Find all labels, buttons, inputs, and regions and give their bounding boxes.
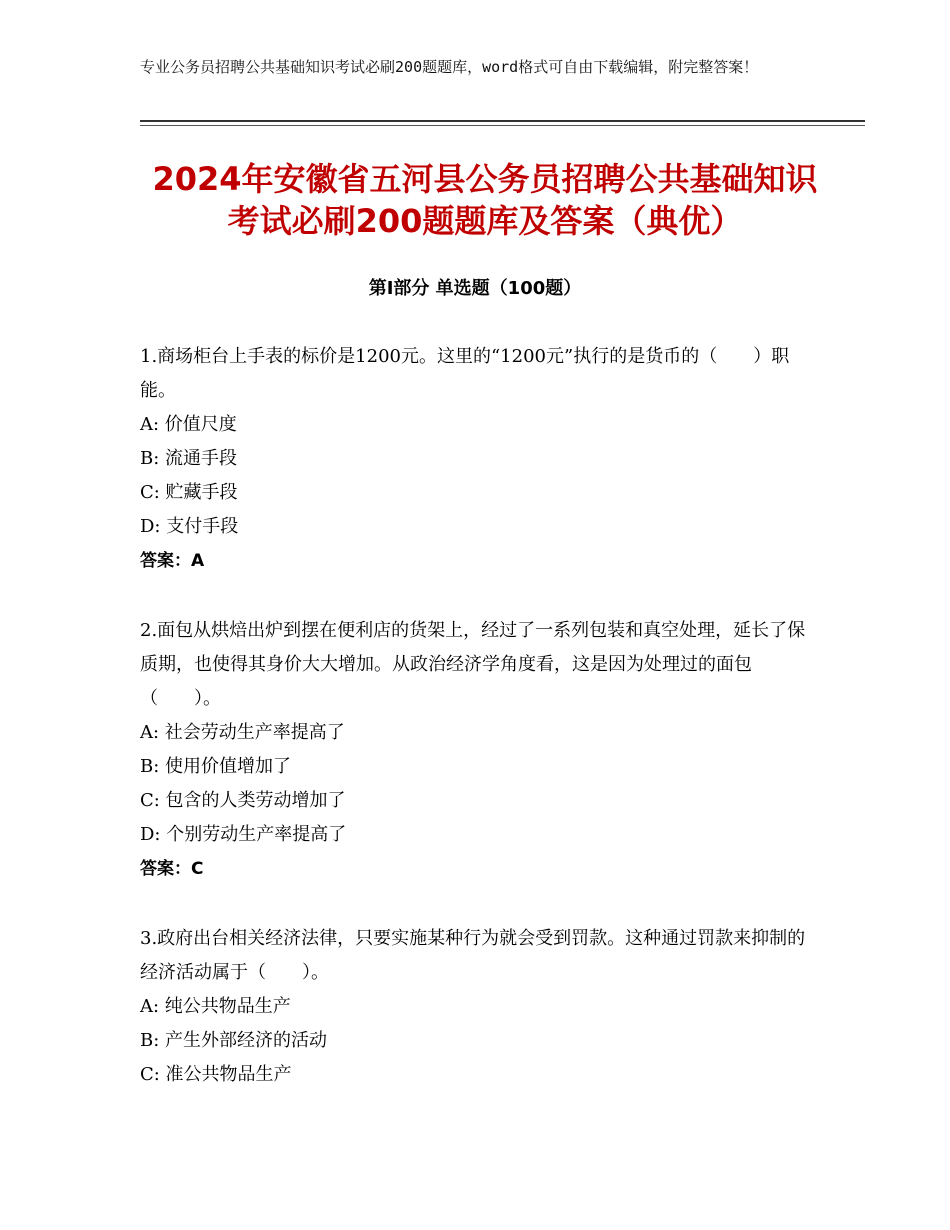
option-a: A: 社会劳动生产率提高了 xyxy=(140,722,345,743)
question-2 xyxy=(140,614,820,886)
section-heading: 第Ⅰ部分 单选题（100题） xyxy=(368,278,582,299)
option-a: A: 纯公共物品生产 xyxy=(140,996,291,1017)
option-c: C: 贮藏手段 xyxy=(140,482,238,503)
option-b: B: 使用价值增加了 xyxy=(140,756,292,777)
document-title: 2024年安徽省五河县公务员招聘公共基础知识考试必刷200题题库及答案（典优） xyxy=(152,160,818,240)
answer-line: 答案：C xyxy=(140,859,204,879)
option-c: C: 包含的人类劳动增加了 xyxy=(140,790,346,811)
question-stem: 2.面包从烘焙出炉到摆在便利店的货架上，经过了一系列包装和真空处理，延长了保质期，也使得其身价大大增加。从政治经济学角度看，这是因为处理过的面包（ ）。 xyxy=(140,620,806,709)
question-3 xyxy=(140,922,820,1092)
option-b: B: 产生外部经济的活动 xyxy=(140,1030,328,1051)
option-d: D: 支付手段 xyxy=(140,516,239,537)
question-stem: 1.商场柜台上手表的标价是1200元。这里的“1200元”执行的是货币的（ ）职能。 xyxy=(140,346,790,401)
option-c: C: 准公共物品生产 xyxy=(140,1064,292,1085)
option-d: D: 个别劳动生产率提高了 xyxy=(140,824,347,845)
answer-line: 答案：A xyxy=(140,551,205,571)
header-note: 专业公务员招聘公共基础知识考试必刷200题题库，word格式可自由下载编辑，附完整答案！ xyxy=(140,58,759,76)
header-divider-thin xyxy=(140,125,865,126)
question-1 xyxy=(140,340,820,578)
question-stem: 3.政府出台相关经济法律，只要实施某种行为就会受到罚款。这种通过罚款来抑制的经济活动属于（ ）。 xyxy=(140,928,806,983)
option-b: B: 流通手段 xyxy=(140,448,238,469)
header-divider xyxy=(140,120,865,122)
option-a: A: 价值尺度 xyxy=(140,414,237,435)
